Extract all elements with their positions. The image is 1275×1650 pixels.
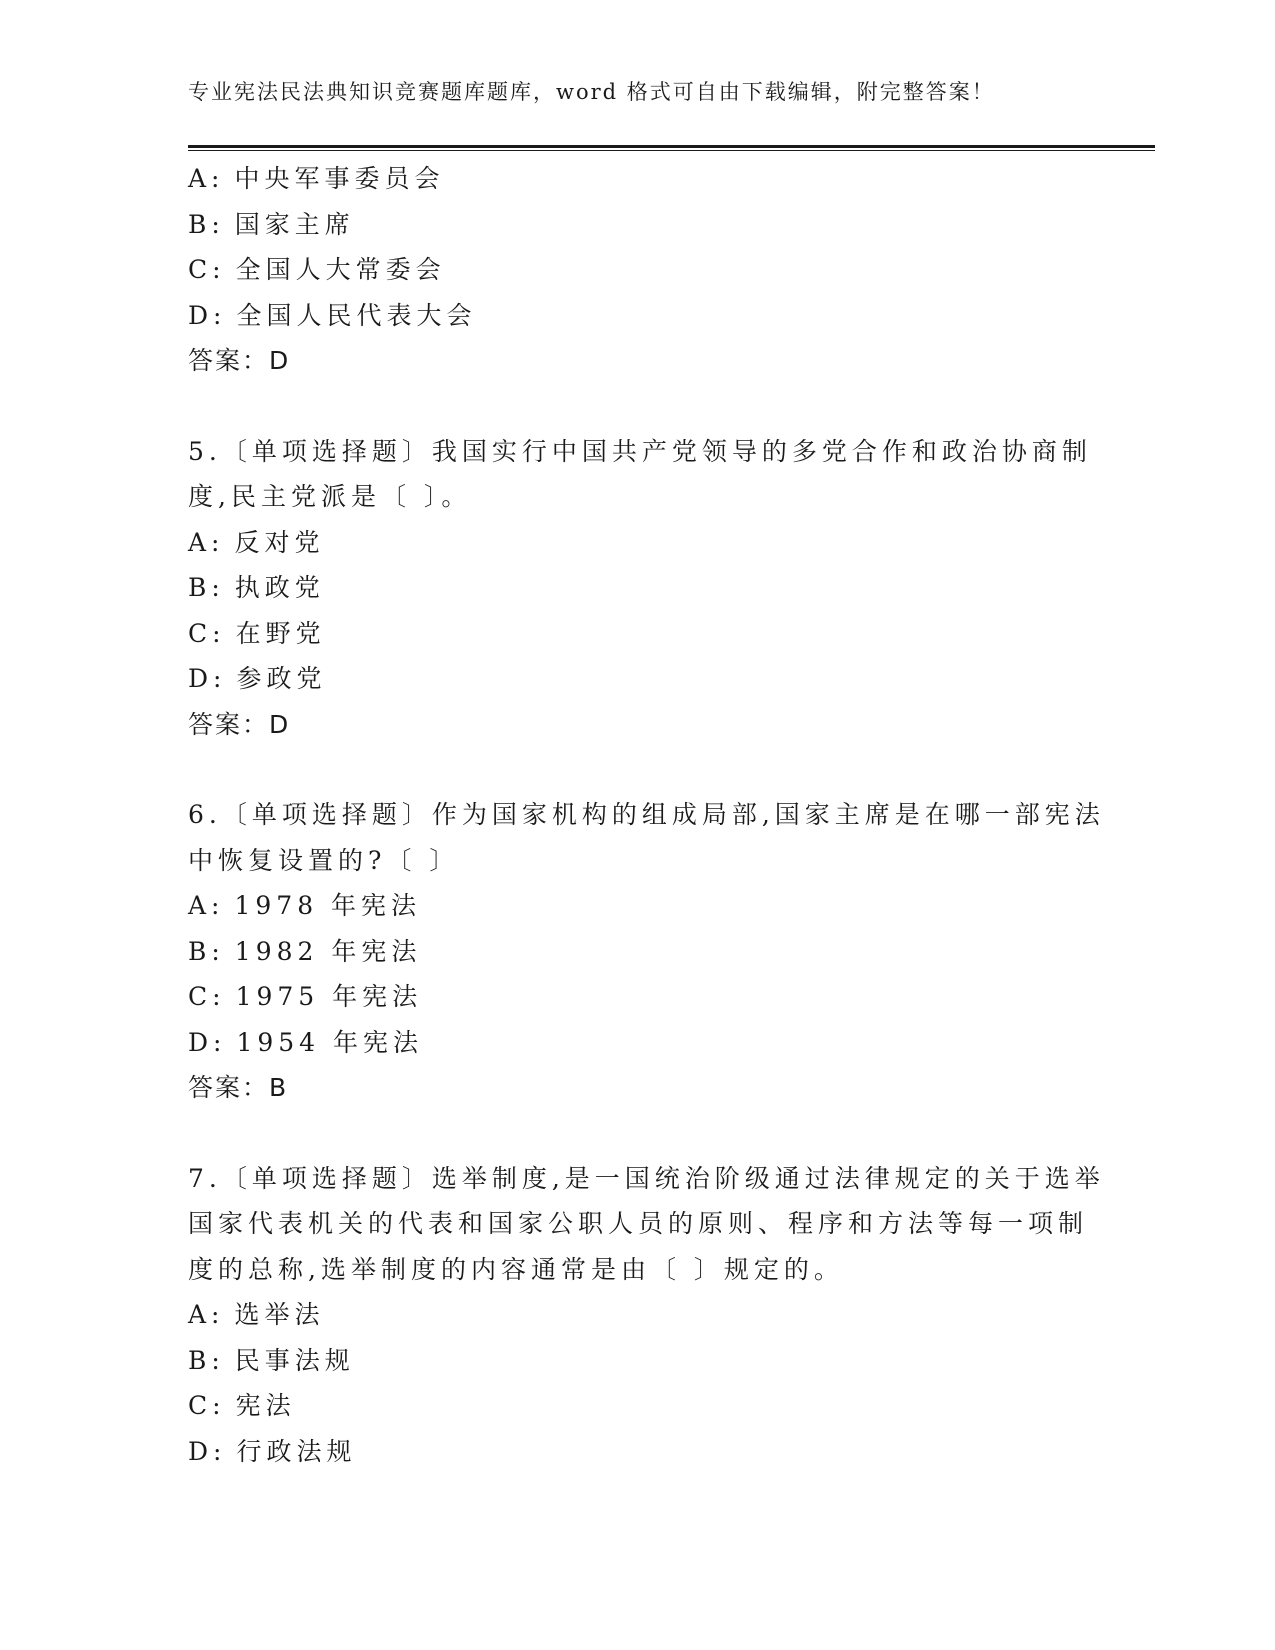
question-content (188, 156, 1105, 1474)
question-7-text-line-1: 7.〔单项选择题〕选举制度,是一国统治阶级通过法律规定的关于选举 (188, 1163, 1105, 1193)
question-5-text-line-1: 5.〔单项选择题〕我国实行中国共产党领导的多党合作和政治协商制 (188, 436, 1092, 466)
question-7-text-line-2: 国家代表机关的代表和国家公职人员的原则、程序和方法等每一项制 (188, 1209, 1089, 1238)
question-6-text-line-2: 中恢复设置的?〔 〕 (188, 845, 460, 875)
question-4-answer: 答案：D (188, 346, 291, 375)
question-7 (188, 1156, 1105, 1475)
question-5-answer: 答案：D (188, 709, 291, 739)
option-a: A: 反对党 (188, 527, 325, 557)
option-a: A: 选举法 (188, 1300, 325, 1329)
option-d: D: 1954 年宪法 (188, 1027, 424, 1057)
spacer (188, 1111, 1088, 1156)
question-6-answer: 答案：B (188, 1073, 289, 1102)
header-divider-thin (188, 150, 1155, 151)
option-a: A: 中央军事委员会 (188, 164, 445, 193)
question-7-text-line-3: 度的总称,选举制度的内容通常是由〔 〕规定的。 (188, 1254, 844, 1284)
question-4-options (188, 156, 1088, 384)
option-b: B: 1982 年宪法 (188, 936, 422, 966)
question-5-text-line-2: 度,民主党派是〔 〕。 (188, 482, 472, 511)
option-b: B: 执政党 (188, 573, 325, 602)
question-6-text-line-1: 6.〔单项选择题〕作为国家机构的组成局部,国家主席是在哪一部宪法 (188, 800, 1105, 829)
option-c: C: 1975 年宪法 (188, 982, 423, 1011)
option-c: C: 宪法 (188, 1391, 296, 1420)
spacer (188, 384, 1088, 429)
question-6 (188, 792, 1105, 1111)
question-5 (188, 429, 1092, 748)
option-d: D: 全国人民代表大会 (188, 300, 477, 330)
option-d: D: 行政法规 (188, 1436, 357, 1466)
option-d: D: 参政党 (188, 664, 327, 693)
page-header-title: 专业宪法民法典知识竞赛题库题库，word 格式可自由下载编辑，附完整答案！ (188, 80, 995, 104)
spacer (188, 747, 1088, 792)
option-b: B: 民事法规 (188, 1345, 355, 1375)
option-c: C: 全国人大常委会 (188, 255, 446, 284)
option-c: C: 在野党 (188, 618, 326, 648)
header-divider-thick (188, 145, 1155, 148)
option-b: B: 国家主席 (188, 209, 355, 239)
option-a: A: 1978 年宪法 (188, 891, 422, 920)
